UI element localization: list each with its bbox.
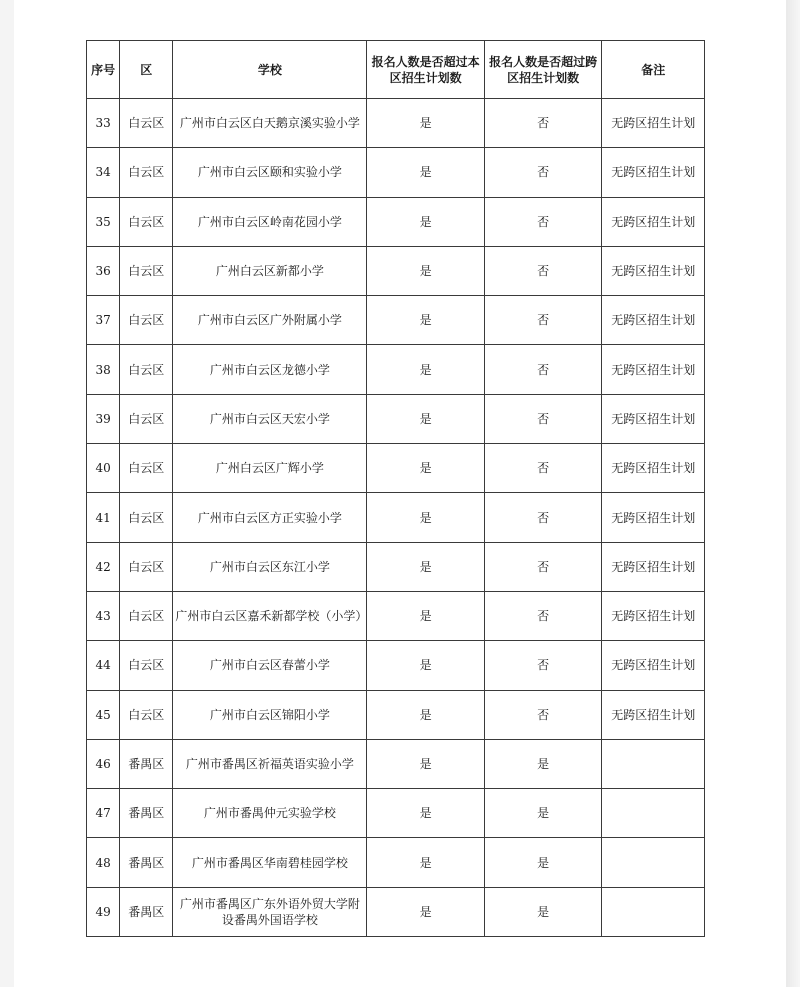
cell-note <box>602 789 705 838</box>
cell-no: 34 <box>87 148 120 197</box>
cell-no: 37 <box>87 296 120 345</box>
cell-school: 广州市番禺区祈福英语实验小学 <box>173 739 367 788</box>
cell-district: 白云区 <box>120 148 173 197</box>
cell-no: 48 <box>87 838 120 887</box>
table-row <box>87 739 705 788</box>
cell-exceed-local: 是 <box>367 246 485 295</box>
cell-district: 白云区 <box>120 197 173 246</box>
cell-exceed-cross: 否 <box>484 493 602 542</box>
table-row <box>87 444 705 493</box>
cell-exceed-local: 是 <box>367 690 485 739</box>
cell-exceed-cross: 是 <box>484 789 602 838</box>
cell-note: 无跨区招生计划 <box>602 197 705 246</box>
header-exceed-cross: 报名人数是否超过跨区招生计划数 <box>484 41 602 99</box>
cell-exceed-cross: 否 <box>484 148 602 197</box>
cell-note: 无跨区招生计划 <box>602 99 705 148</box>
cell-note: 无跨区招生计划 <box>602 444 705 493</box>
admission-table <box>86 40 705 937</box>
cell-district: 番禺区 <box>120 739 173 788</box>
cell-school: 广州白云区新都小学 <box>173 246 367 295</box>
cell-note: 无跨区招生计划 <box>602 591 705 640</box>
table-row <box>87 887 705 936</box>
cell-exceed-cross: 否 <box>484 394 602 443</box>
cell-school: 广州市番禺区广东外语外贸大学附设番禺外国语学校 <box>173 887 367 936</box>
cell-school: 广州市白云区天宏小学 <box>173 394 367 443</box>
cell-district: 白云区 <box>120 99 173 148</box>
cell-exceed-local: 是 <box>367 296 485 345</box>
cell-exceed-local: 是 <box>367 99 485 148</box>
cell-no: 42 <box>87 542 120 591</box>
cell-exceed-cross: 否 <box>484 296 602 345</box>
table-row <box>87 197 705 246</box>
cell-note <box>602 887 705 936</box>
cell-exceed-cross: 否 <box>484 99 602 148</box>
cell-school: 广州市番禺仲元实验学校 <box>173 789 367 838</box>
table-row <box>87 690 705 739</box>
cell-school: 广州白云区广辉小学 <box>173 444 367 493</box>
cell-exceed-local: 是 <box>367 148 485 197</box>
cell-school: 广州市白云区白天鹅京溪实验小学 <box>173 99 367 148</box>
cell-note: 无跨区招生计划 <box>602 690 705 739</box>
header-school: 学校 <box>173 41 367 99</box>
cell-exceed-local: 是 <box>367 591 485 640</box>
cell-exceed-cross: 否 <box>484 591 602 640</box>
cell-note: 无跨区招生计划 <box>602 246 705 295</box>
table-row <box>87 493 705 542</box>
cell-no: 40 <box>87 444 120 493</box>
cell-school: 广州市白云区龙德小学 <box>173 345 367 394</box>
cell-exceed-cross: 是 <box>484 739 602 788</box>
cell-exceed-cross: 否 <box>484 246 602 295</box>
table-row <box>87 591 705 640</box>
cell-note: 无跨区招生计划 <box>602 641 705 690</box>
cell-school: 广州市白云区嘉禾新都学校（小学） <box>173 591 367 640</box>
cell-exceed-cross: 否 <box>484 197 602 246</box>
cell-district: 白云区 <box>120 246 173 295</box>
table-row <box>87 148 705 197</box>
cell-no: 44 <box>87 641 120 690</box>
header-no: 序号 <box>87 41 120 99</box>
cell-exceed-local: 是 <box>367 887 485 936</box>
cell-no: 47 <box>87 789 120 838</box>
cell-district: 白云区 <box>120 296 173 345</box>
cell-note <box>602 838 705 887</box>
cell-no: 46 <box>87 739 120 788</box>
cell-exceed-local: 是 <box>367 345 485 394</box>
cell-exceed-cross: 否 <box>484 345 602 394</box>
table-row <box>87 542 705 591</box>
cell-note: 无跨区招生计划 <box>602 394 705 443</box>
cell-note: 无跨区招生计划 <box>602 493 705 542</box>
cell-district: 白云区 <box>120 591 173 640</box>
page-edge-shadow <box>786 0 800 987</box>
cell-no: 41 <box>87 493 120 542</box>
cell-exceed-cross: 否 <box>484 690 602 739</box>
cell-no: 43 <box>87 591 120 640</box>
cell-school: 广州市白云区东江小学 <box>173 542 367 591</box>
cell-exceed-local: 是 <box>367 641 485 690</box>
cell-school: 广州市白云区颐和实验小学 <box>173 148 367 197</box>
cell-exceed-cross: 否 <box>484 641 602 690</box>
cell-note <box>602 739 705 788</box>
cell-note: 无跨区招生计划 <box>602 345 705 394</box>
cell-exceed-local: 是 <box>367 197 485 246</box>
cell-no: 33 <box>87 99 120 148</box>
cell-exceed-cross: 否 <box>484 542 602 591</box>
cell-exceed-local: 是 <box>367 739 485 788</box>
header-district: 区 <box>120 41 173 99</box>
header-note: 备注 <box>602 41 705 99</box>
cell-note: 无跨区招生计划 <box>602 148 705 197</box>
cell-exceed-cross: 是 <box>484 887 602 936</box>
table-row <box>87 99 705 148</box>
table-row <box>87 345 705 394</box>
cell-school: 广州市白云区岭南花园小学 <box>173 197 367 246</box>
cell-note: 无跨区招生计划 <box>602 296 705 345</box>
cell-district: 白云区 <box>120 641 173 690</box>
cell-exceed-local: 是 <box>367 394 485 443</box>
cell-school: 广州市番禺区华南碧桂园学校 <box>173 838 367 887</box>
cell-district: 白云区 <box>120 542 173 591</box>
table-row <box>87 394 705 443</box>
cell-exceed-cross: 是 <box>484 838 602 887</box>
cell-no: 38 <box>87 345 120 394</box>
table-header-row <box>87 41 705 99</box>
cell-exceed-local: 是 <box>367 789 485 838</box>
table-row <box>87 789 705 838</box>
cell-district: 白云区 <box>120 345 173 394</box>
cell-district: 番禺区 <box>120 838 173 887</box>
cell-district: 白云区 <box>120 493 173 542</box>
cell-no: 36 <box>87 246 120 295</box>
table-row <box>87 838 705 887</box>
cell-no: 39 <box>87 394 120 443</box>
table-row <box>87 246 705 295</box>
cell-exceed-local: 是 <box>367 444 485 493</box>
cell-district: 番禺区 <box>120 789 173 838</box>
cell-exceed-cross: 否 <box>484 444 602 493</box>
cell-school: 广州市白云区方正实验小学 <box>173 493 367 542</box>
cell-school: 广州市白云区春蕾小学 <box>173 641 367 690</box>
cell-exceed-local: 是 <box>367 542 485 591</box>
cell-district: 白云区 <box>120 690 173 739</box>
cell-school: 广州市白云区锦阳小学 <box>173 690 367 739</box>
cell-district: 白云区 <box>120 444 173 493</box>
table-row <box>87 296 705 345</box>
cell-no: 45 <box>87 690 120 739</box>
cell-exceed-local: 是 <box>367 838 485 887</box>
cell-note: 无跨区招生计划 <box>602 542 705 591</box>
cell-no: 35 <box>87 197 120 246</box>
cell-exceed-local: 是 <box>367 493 485 542</box>
cell-no: 49 <box>87 887 120 936</box>
header-exceed-local: 报名人数是否超过本区招生计划数 <box>367 41 485 99</box>
cell-school: 广州市白云区广外附属小学 <box>173 296 367 345</box>
table-row <box>87 641 705 690</box>
cell-district: 番禺区 <box>120 887 173 936</box>
cell-district: 白云区 <box>120 394 173 443</box>
